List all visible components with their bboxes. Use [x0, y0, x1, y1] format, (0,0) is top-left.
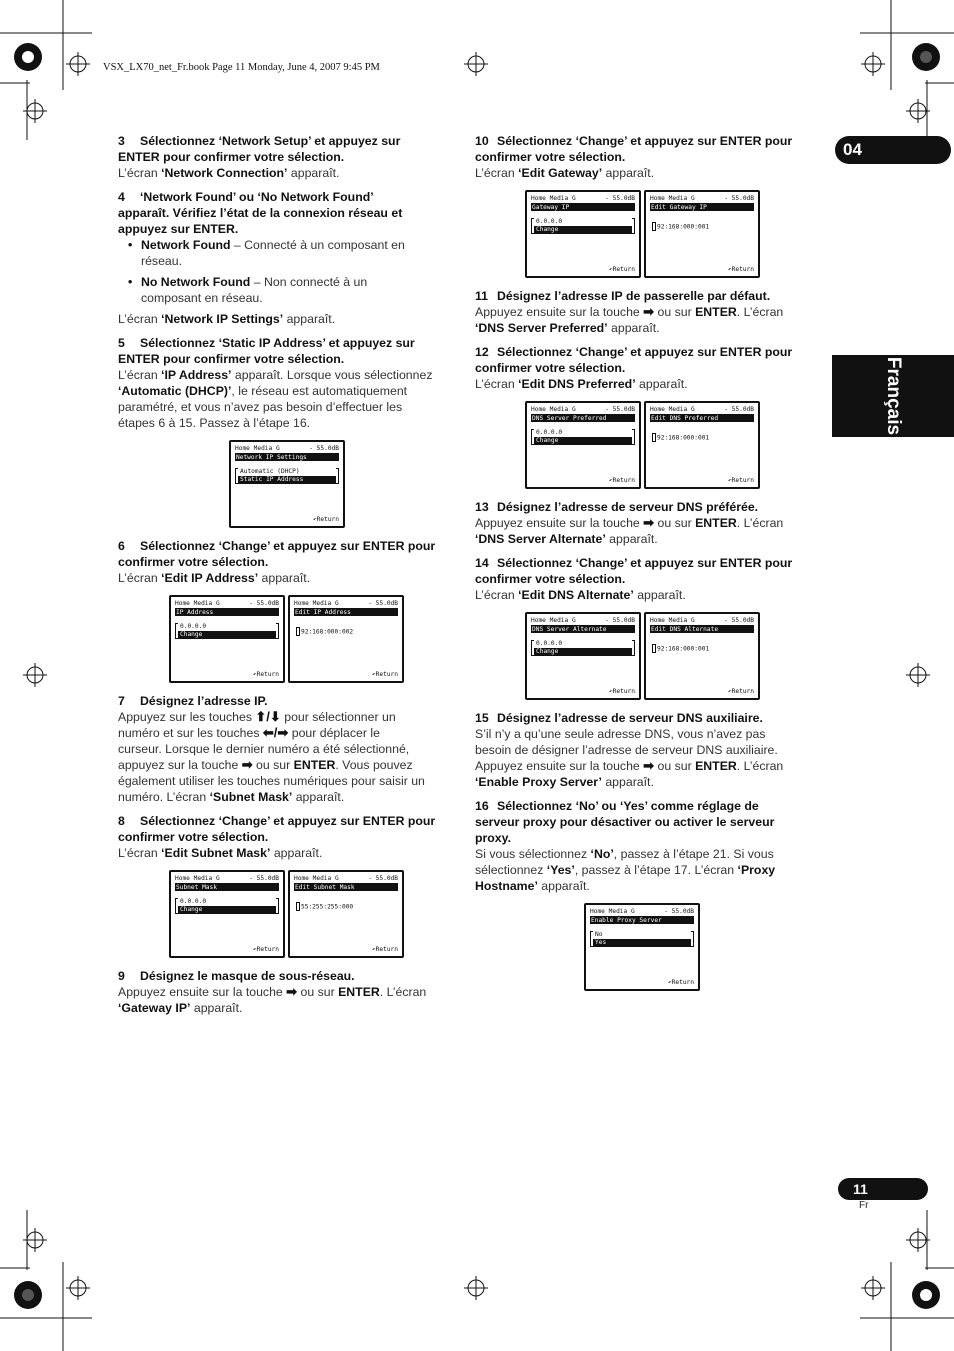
osd-volume: - 55.0dB	[605, 195, 635, 202]
language-tab	[832, 355, 954, 437]
text: besoin de désigner l’adresse de serveur DNS auxiliaire.	[475, 743, 778, 757]
screen-name: ‘Edit Gateway’	[518, 166, 603, 180]
osd-option-selected: Static IP Address	[238, 476, 336, 484]
text: . L’écran	[736, 305, 784, 319]
step-heading: ‘Network Found’ ou ‘No Network Found’	[140, 190, 374, 204]
osd-app: Home Media G	[531, 617, 576, 624]
step-number: 3	[118, 134, 125, 148]
step-heading: Désignez l’adresse de serveur DNS préférée.	[497, 500, 759, 514]
text: apparaît.	[258, 571, 311, 585]
osd-title: Edit DNS Preferred	[650, 415, 754, 423]
step-number: 7	[118, 694, 125, 708]
text: L’écran	[475, 166, 519, 180]
step-number: 9	[118, 969, 125, 983]
return-icon: ↶	[727, 687, 732, 695]
step-heading: Désignez l’adresse de serveur DNS auxiliaire.	[497, 711, 763, 725]
screen-group	[169, 870, 456, 958]
text: . L’écran	[736, 516, 784, 530]
osd-option: 0.0.0.0	[180, 898, 207, 905]
key-name: ENTER	[695, 305, 737, 319]
text: S’il n’y a qu’une seule adresse DNS, vous n’avez pas	[475, 727, 766, 741]
osd-title: DNS Server Preferred	[531, 415, 635, 423]
text: , le réseau est automatiquement	[231, 384, 408, 398]
osd-screen-enable-proxy-server	[584, 903, 700, 991]
text: L’écran	[475, 377, 519, 391]
text: réseau.	[141, 254, 183, 268]
bullet-term: Network Found	[141, 238, 231, 252]
text: – Non connecté à un	[250, 275, 368, 289]
step-number: 16	[475, 799, 489, 813]
step-13	[475, 499, 811, 547]
osd-option: Automatic (DHCP)	[240, 468, 300, 475]
osd-app: Home Media G	[235, 445, 280, 452]
screen-group	[525, 612, 811, 700]
osd-title: DNS Server Alternate	[531, 626, 635, 634]
step-11	[475, 288, 811, 336]
option-name: ‘Yes’	[546, 863, 575, 877]
screen-group	[118, 440, 456, 528]
text: Appuyez sur les touches	[118, 710, 256, 724]
step-8	[118, 813, 456, 958]
step-10	[475, 133, 811, 278]
text: apparaît.	[602, 166, 655, 180]
osd-app: Home Media G	[590, 908, 635, 915]
text: curseur. Lorsque le dernier numéro a été sélectionné,	[118, 742, 410, 756]
text: . L’écran	[379, 985, 427, 999]
step-heading: Sélectionnez ‘Change’ et appuyez sur ENTER pour	[140, 539, 436, 553]
text: apparaît.	[607, 321, 660, 335]
text: . Vous pouvez	[335, 758, 413, 772]
text: apparaît.	[287, 166, 340, 180]
step-9	[118, 968, 456, 1016]
osd-option: 0.0.0.0	[536, 429, 563, 436]
text: apparaît.	[190, 1001, 243, 1015]
return-icon: ↶	[727, 265, 732, 273]
osd-volume: - 55.0dB	[664, 908, 694, 915]
text: apparaît.	[292, 790, 345, 804]
osd-title: Edit Subnet Mask	[294, 884, 398, 892]
osd-return: Return	[256, 945, 279, 953]
osd-title: Edit IP Address	[294, 609, 398, 617]
step-number: 13	[475, 500, 489, 514]
language-label: Français	[883, 356, 904, 436]
left-column	[118, 133, 456, 1024]
page-number: 11	[838, 1178, 928, 1200]
step-heading: appuyez sur ENTER.	[118, 222, 239, 236]
text: composant en réseau.	[141, 291, 263, 305]
text: appuyez sur la touche	[118, 758, 242, 772]
screen-name: ‘Edit DNS Alternate’	[518, 588, 634, 602]
step-3	[118, 133, 456, 181]
step-heading: confirmer votre sélection.	[118, 830, 269, 844]
text: , passez à l’étape 21. Si vous	[613, 847, 774, 861]
osd-title: Subnet Mask	[175, 884, 279, 892]
step-heading: Désignez l’adresse IP de passerelle par défaut.	[497, 289, 771, 303]
screen-name: ‘Network Connection’	[161, 166, 288, 180]
cursor-icon	[296, 902, 300, 911]
osd-volume: - 55.0dB	[249, 875, 279, 882]
osd-screen-edit-dns-alternate	[644, 612, 760, 700]
key-name: ENTER	[338, 985, 380, 999]
osd-return: Return	[256, 670, 279, 678]
osd-screen-network-ip-settings	[229, 440, 345, 528]
text: ou sur	[297, 985, 339, 999]
text: L’écran	[118, 368, 162, 382]
osd-value: 55:255:255:000	[301, 903, 354, 911]
step-heading: ENTER pour confirmer votre sélection.	[118, 352, 345, 366]
cursor-icon	[652, 222, 656, 231]
step-12	[475, 344, 811, 489]
osd-app: Home Media G	[650, 617, 695, 624]
osd-value: 92:168:000:001	[657, 223, 710, 231]
return-icon: ↶	[312, 515, 317, 523]
osd-option-selected: Change	[178, 631, 276, 639]
step-number: 6	[118, 539, 125, 553]
right-arrow-icon: ➡	[286, 984, 298, 999]
text: ou sur	[654, 516, 696, 530]
bullet-term: No Network Found	[141, 275, 251, 289]
step-heading: Sélectionnez ‘Change’ et appuyez sur ENTER pour	[497, 345, 793, 359]
step-heading: Sélectionnez ‘Change’ et appuyez sur ENTER pour	[140, 814, 436, 828]
text: Appuyez ensuite sur la touche	[475, 305, 644, 319]
screen-name: Hostname’	[475, 879, 538, 893]
step-heading: Sélectionnez ‘Change’ et appuyez sur ENTER pour	[497, 556, 793, 570]
screen-group	[525, 401, 811, 489]
osd-screen-gateway-ip	[525, 190, 641, 278]
step-4	[118, 189, 456, 327]
osd-option-selected: Change	[178, 906, 276, 914]
step-16	[475, 798, 811, 991]
text: ou sur	[654, 305, 696, 319]
text: Si vous sélectionnez	[475, 847, 591, 861]
screen-name: ‘Subnet Mask’	[209, 790, 293, 804]
osd-value: 92:168:000:001	[657, 645, 710, 653]
osd-screen-subnet-mask	[169, 870, 285, 958]
step-heading: confirmer votre sélection.	[475, 572, 626, 586]
text: apparaît.	[283, 312, 336, 326]
option-name: ‘No’	[590, 847, 614, 861]
osd-title: Edit Gateway IP	[650, 204, 754, 212]
step-number: 11	[475, 289, 488, 303]
return-icon: ↶	[608, 265, 613, 273]
text: numéro et sur les touches	[118, 726, 263, 740]
left-right-arrow-icon: ⬅/➡	[262, 725, 289, 740]
osd-option-selected: Change	[534, 226, 632, 234]
step-heading: Sélectionnez ‘Change’ et appuyez sur ENTER pour	[497, 134, 793, 148]
step-6	[118, 538, 456, 683]
osd-volume: - 55.0dB	[724, 617, 754, 624]
text: L’écran	[118, 571, 162, 585]
osd-app: Home Media G	[175, 600, 220, 607]
text: Appuyez ensuite sur la touche	[118, 985, 287, 999]
file-header: VSX_LX70_net_Fr.book Page 11 Monday, June 4, 2007 9:45 PM	[103, 62, 380, 73]
text: L’écran	[118, 312, 162, 326]
step-heading: serveur proxy pour désactiver ou activer le serveur	[475, 815, 775, 829]
text: apparaît.	[537, 879, 590, 893]
osd-return: Return	[375, 670, 398, 678]
osd-option-selected: Yes	[593, 939, 691, 947]
bullet-no-network-found	[118, 274, 456, 306]
text: , passez à l’étape 17. L’écran	[574, 863, 738, 877]
screen-name: ‘Proxy	[737, 863, 776, 877]
step-heading: confirmer votre sélection.	[475, 150, 626, 164]
osd-return: Return	[612, 265, 635, 273]
osd-value: 92:168:000:001	[657, 434, 710, 442]
text: apparaît. Lorsque vous sélectionnez	[231, 368, 433, 382]
osd-option: 0.0.0.0	[180, 623, 207, 630]
text: également utiliser les touches numériques pour saisir un	[118, 774, 425, 788]
step-number: 10	[475, 134, 489, 148]
osd-title: Gateway IP	[531, 204, 635, 212]
cursor-icon	[652, 644, 656, 653]
return-icon: ↶	[727, 476, 732, 484]
return-icon: ↶	[252, 945, 257, 953]
osd-app: Home Media G	[531, 406, 576, 413]
text: Appuyez ensuite sur la touche	[475, 759, 644, 773]
screen-group	[584, 903, 811, 991]
screen-name: ‘DNS Server Preferred’	[475, 321, 608, 335]
osd-volume: - 55.0dB	[724, 195, 754, 202]
osd-app: Home Media G	[294, 600, 339, 607]
screen-name: ‘Edit DNS Preferred’	[518, 377, 636, 391]
step-number: 8	[118, 814, 125, 828]
osd-return: Return	[731, 687, 754, 695]
cursor-icon	[652, 433, 656, 442]
chapter-tab: 04	[835, 136, 951, 164]
osd-return: Return	[316, 515, 339, 523]
text: apparaît.	[601, 775, 654, 789]
screen-name: ‘IP Address’	[161, 368, 232, 382]
osd-app: Home Media G	[650, 406, 695, 413]
screen-name: ‘Gateway IP’	[118, 1001, 191, 1015]
osd-return: Return	[671, 978, 694, 986]
osd-app: Home Media G	[294, 875, 339, 882]
key-name: ENTER	[695, 759, 737, 773]
step-number: 15	[475, 711, 489, 725]
text: sélectionnez	[475, 863, 547, 877]
osd-volume: - 55.0dB	[249, 600, 279, 607]
text: numéro. L’écran	[118, 790, 210, 804]
text: L’écran	[118, 846, 162, 860]
osd-app: Home Media G	[650, 195, 695, 202]
screen-name: ‘Network IP Settings’	[161, 312, 284, 326]
return-icon: ↶	[371, 945, 376, 953]
osd-return: Return	[731, 265, 754, 273]
osd-volume: - 55.0dB	[368, 875, 398, 882]
step-heading: Sélectionnez ‘Network Setup’ et appuyez sur	[140, 134, 401, 148]
step-heading: proxy.	[475, 831, 511, 845]
osd-return: Return	[375, 945, 398, 953]
osd-option: No	[595, 931, 603, 938]
osd-app: Home Media G	[175, 875, 220, 882]
right-arrow-icon: ➡	[241, 757, 253, 772]
return-icon: ↶	[608, 687, 613, 695]
osd-title: Edit DNS Alternate	[650, 626, 754, 634]
osd-title: Enable Proxy Server	[590, 917, 694, 925]
osd-return: Return	[612, 687, 635, 695]
osd-screen-dns-preferred	[525, 401, 641, 489]
cursor-icon	[296, 627, 300, 636]
step-heading: ENTER pour confirmer votre sélection.	[118, 150, 345, 164]
return-icon: ↶	[252, 670, 257, 678]
osd-screen-ip-address	[169, 595, 285, 683]
return-icon: ↶	[608, 476, 613, 484]
text: ou sur	[654, 759, 696, 773]
osd-volume: - 55.0dB	[724, 406, 754, 413]
step-heading: Désignez l’adresse IP.	[140, 694, 268, 708]
right-arrow-icon: ➡	[643, 304, 655, 319]
screen-group	[169, 595, 456, 683]
text: paramétré, et vous n’avez pas besoin d’effectuer les	[118, 400, 403, 414]
step-14	[475, 555, 811, 700]
text: apparaît.	[605, 532, 658, 546]
osd-option-selected: Change	[534, 437, 632, 445]
osd-title: Network IP Settings	[235, 454, 339, 462]
osd-screen-edit-ip-address	[288, 595, 404, 683]
osd-option-selected: Change	[534, 648, 632, 656]
screen-name: ‘Edit Subnet Mask’	[161, 846, 271, 860]
right-arrow-icon: ➡	[643, 758, 655, 773]
osd-return: Return	[731, 476, 754, 484]
screen-group	[525, 190, 811, 278]
step-number: 4	[118, 190, 125, 204]
screen-name: ‘Edit IP Address’	[161, 571, 259, 585]
osd-option: 0.0.0.0	[536, 218, 563, 225]
step-5	[118, 335, 456, 528]
step-number: 12	[475, 345, 489, 359]
osd-screen-edit-dns-preferred	[644, 401, 760, 489]
osd-volume: - 55.0dB	[605, 406, 635, 413]
text: – Connecté à un composant en	[230, 238, 405, 252]
right-column	[475, 133, 811, 1001]
text: Appuyez ensuite sur la touche	[475, 516, 644, 530]
text: pour déplacer le	[288, 726, 380, 740]
step-heading: apparaît. Vérifiez l’état de la connexion réseau et	[118, 206, 403, 220]
key-name: ENTER	[695, 516, 737, 530]
osd-app: Home Media G	[531, 195, 576, 202]
return-icon: ↶	[371, 670, 376, 678]
step-number: 5	[118, 336, 125, 350]
step-7	[118, 693, 456, 805]
right-arrow-icon: ➡	[643, 515, 655, 530]
osd-screen-dns-alternate	[525, 612, 641, 700]
step-heading: confirmer votre sélection.	[118, 555, 269, 569]
osd-option: 0.0.0.0	[536, 640, 563, 647]
osd-volume: - 55.0dB	[368, 600, 398, 607]
osd-return: Return	[612, 476, 635, 484]
osd-volume: - 55.0dB	[309, 445, 339, 452]
text: L’écran	[118, 166, 162, 180]
return-icon: ↶	[667, 978, 672, 986]
text: apparaît.	[633, 588, 686, 602]
text: L’écran	[475, 588, 519, 602]
screen-name: ‘Automatic (DHCP)’	[118, 384, 232, 398]
step-number: 14	[475, 556, 489, 570]
step-heading: Sélectionnez ‘Static IP Address’ et appuyez sur	[140, 336, 415, 350]
osd-title: IP Address	[175, 609, 279, 617]
key-name: ENTER	[293, 758, 336, 772]
step-heading: confirmer votre sélection.	[475, 361, 626, 375]
text: pour sélectionner un	[280, 710, 396, 724]
screen-name: ‘Enable Proxy Server’	[475, 775, 602, 789]
page-language: Fr	[859, 1200, 869, 1211]
step-15	[475, 710, 811, 790]
osd-screen-edit-subnet-mask	[288, 870, 404, 958]
osd-volume: - 55.0dB	[605, 617, 635, 624]
text: apparaît.	[270, 846, 323, 860]
bullet-network-found	[118, 237, 456, 269]
text: ou sur	[252, 758, 294, 772]
text: étapes 6 à 15. Passez à l’étape 16.	[118, 416, 311, 430]
screen-name: ‘DNS Server Alternate’	[475, 532, 606, 546]
step-heading: Sélectionnez ‘No’ ou ‘Yes’ comme réglage de	[497, 799, 759, 813]
text: apparaît.	[635, 377, 688, 391]
up-down-arrow-icon: ⬆/⬇	[255, 709, 281, 724]
step-heading: Désignez le masque de sous-réseau.	[140, 969, 355, 983]
osd-value: 92:168:000:002	[301, 628, 354, 636]
text: . L’écran	[736, 759, 784, 773]
osd-screen-edit-gateway-ip	[644, 190, 760, 278]
